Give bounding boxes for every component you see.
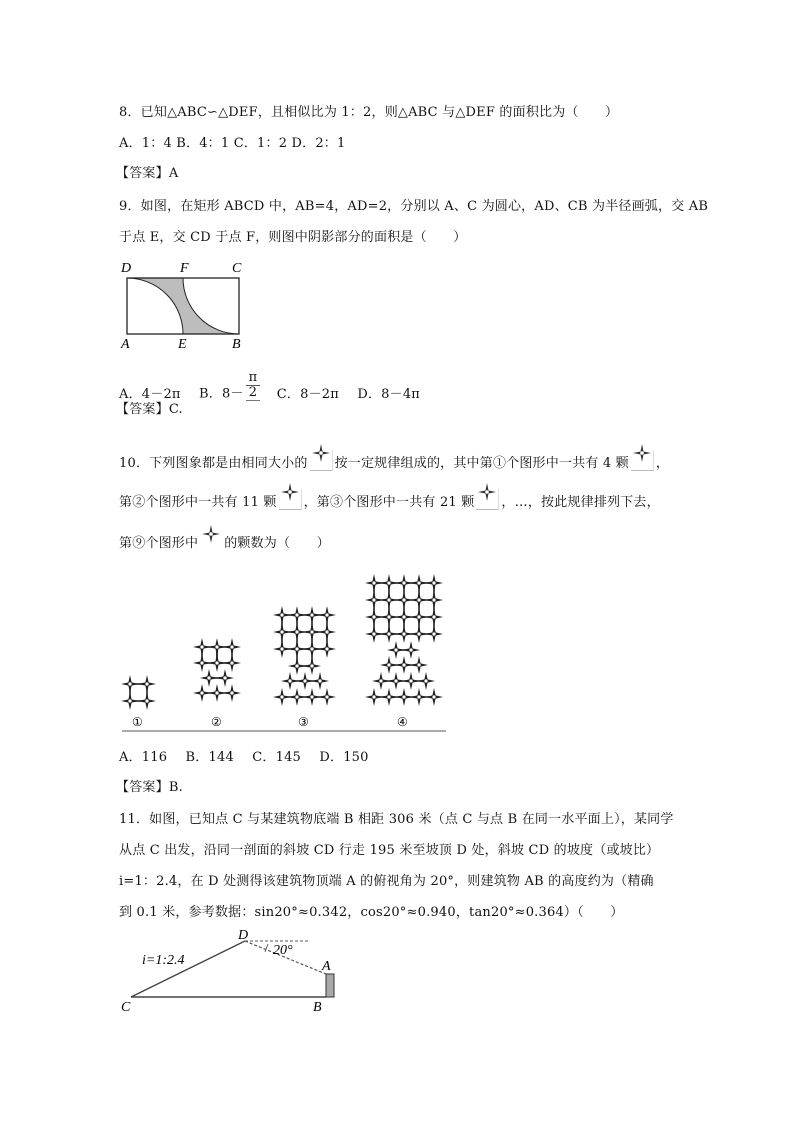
q9-option-c: C．8－2π — [276, 386, 339, 402]
label-C: C — [232, 261, 242, 276]
q10-line2-text-a: 第②个图形中一共有 11 颗 — [119, 495, 277, 510]
q11-line1: 11．如图，已知点 C 与某建筑物底端 B 相距 306 米（点 C 与点 B 在同一水平面上），某同学 — [119, 812, 674, 827]
rectangle-arc-diagram — [118, 258, 258, 352]
q10-option-d: D．150 — [319, 750, 369, 765]
q11-line4: 到 0.1 米，参考数据：sin20°≈0.342，cos20°≈0.940，tan20°≈0.364）（ ） — [119, 905, 624, 920]
label-D: D — [121, 261, 132, 276]
answer-label: 【答案】 — [116, 402, 169, 417]
q10-line3-text-b: 的颗数为（ ） — [224, 536, 330, 551]
q9-option-b-prefix: B．8－ — [199, 386, 244, 402]
q10-line1-text-b: 按一定规律组成的，其中第①个图形中一共有 4 颗 — [334, 456, 629, 471]
fraction-denominator: 2 — [246, 386, 261, 401]
label-D: D — [238, 928, 249, 943]
q9-option-b-fraction — [246, 371, 261, 401]
q9-rectangle-arc-figure — [118, 258, 258, 352]
q10-line2-text-c: ，…，按此规律排列下去， — [501, 495, 660, 510]
label-B: B — [313, 1000, 322, 1014]
q8-answer-row — [116, 165, 178, 183]
answer-label: 【答案】 — [116, 166, 169, 181]
figure-label-3: ③ — [298, 715, 309, 729]
q10-line3-text-a: 第⑨个图形中 — [119, 536, 199, 551]
label-B: B — [232, 337, 241, 352]
q11-line3: i=1：2.4，在 D 处测得该建筑物顶端 A 的俯视角为 20°，则建筑物 AB 的高度约为（精确 — [119, 874, 654, 889]
q10-line2-text-b: ，第③个图形中一共有 21 颗 — [303, 495, 475, 510]
q10-option-a: A．116 — [119, 750, 168, 765]
q9-stem-line1: 9．如图，在矩形 ABCD 中，AB=4，AD=2，分别以 A、C 为圆心，AD、CB 为半径画弧，交 AB — [119, 199, 709, 214]
label-A: A — [121, 337, 130, 352]
q8-answer: A — [168, 166, 179, 181]
q11-slope-building-figure — [116, 924, 341, 1014]
slope-label: i=1:2.4 — [142, 953, 185, 968]
q10-option-c: C．145 — [252, 750, 302, 765]
q10-option-b: B．144 — [185, 750, 234, 765]
q10-pattern-figure — [118, 565, 448, 735]
q10-line3 — [119, 531, 330, 553]
q8-options: A．1：4 B．4：1 C．1：2 D．2：1 — [119, 136, 346, 151]
slope-building-diagram — [116, 924, 341, 1014]
q9-answer: C. — [168, 402, 183, 417]
figure-label-1: ① — [132, 715, 143, 729]
q11-line2: 从点 C 出发，沿同一剖面的斜坡 CD 行走 195 米至坡顶 D 处，斜坡 CD 的坡度（或坡比） — [119, 843, 660, 858]
label-C: C — [121, 1000, 131, 1014]
q9-option-d: D．8－4π — [357, 386, 421, 402]
q9-option-a: A．4－2π — [119, 386, 181, 402]
figure-label-2: ② — [211, 715, 222, 729]
star-icon — [310, 450, 333, 471]
q8-stem: 8．已知△ABC∽△DEF，且相似比为 1：2，则△ABC 与△DEF 的面积比为（ ） — [119, 105, 619, 120]
q9-answer-row — [116, 401, 183, 419]
star-icon — [476, 489, 499, 510]
label-E: E — [178, 337, 187, 352]
q10-line2 — [119, 489, 660, 512]
star-icon — [200, 531, 222, 551]
figure-label-4: ④ — [397, 715, 408, 729]
q10-line1-text-a: 10．下列图象都是由相同大小的 — [119, 456, 308, 471]
star-icon — [631, 450, 654, 471]
q10-line1-text-c: ， — [655, 456, 670, 471]
q10-line1 — [119, 450, 669, 473]
q9-stem-line2: 于点 E，交 CD 于点 F，则图中阴影部分的面积是（ ） — [119, 230, 467, 245]
q10-answer: B. — [168, 780, 183, 795]
label-A: A — [322, 959, 331, 974]
q10-options — [119, 749, 383, 767]
fraction-numerator: π — [246, 371, 261, 386]
label-F: F — [180, 261, 189, 276]
angle-label: 20° — [273, 943, 293, 958]
star-icon — [279, 489, 302, 510]
q10-answer-row — [116, 779, 183, 797]
answer-label: 【答案】 — [116, 780, 169, 795]
star-pattern-diagram — [118, 565, 448, 735]
